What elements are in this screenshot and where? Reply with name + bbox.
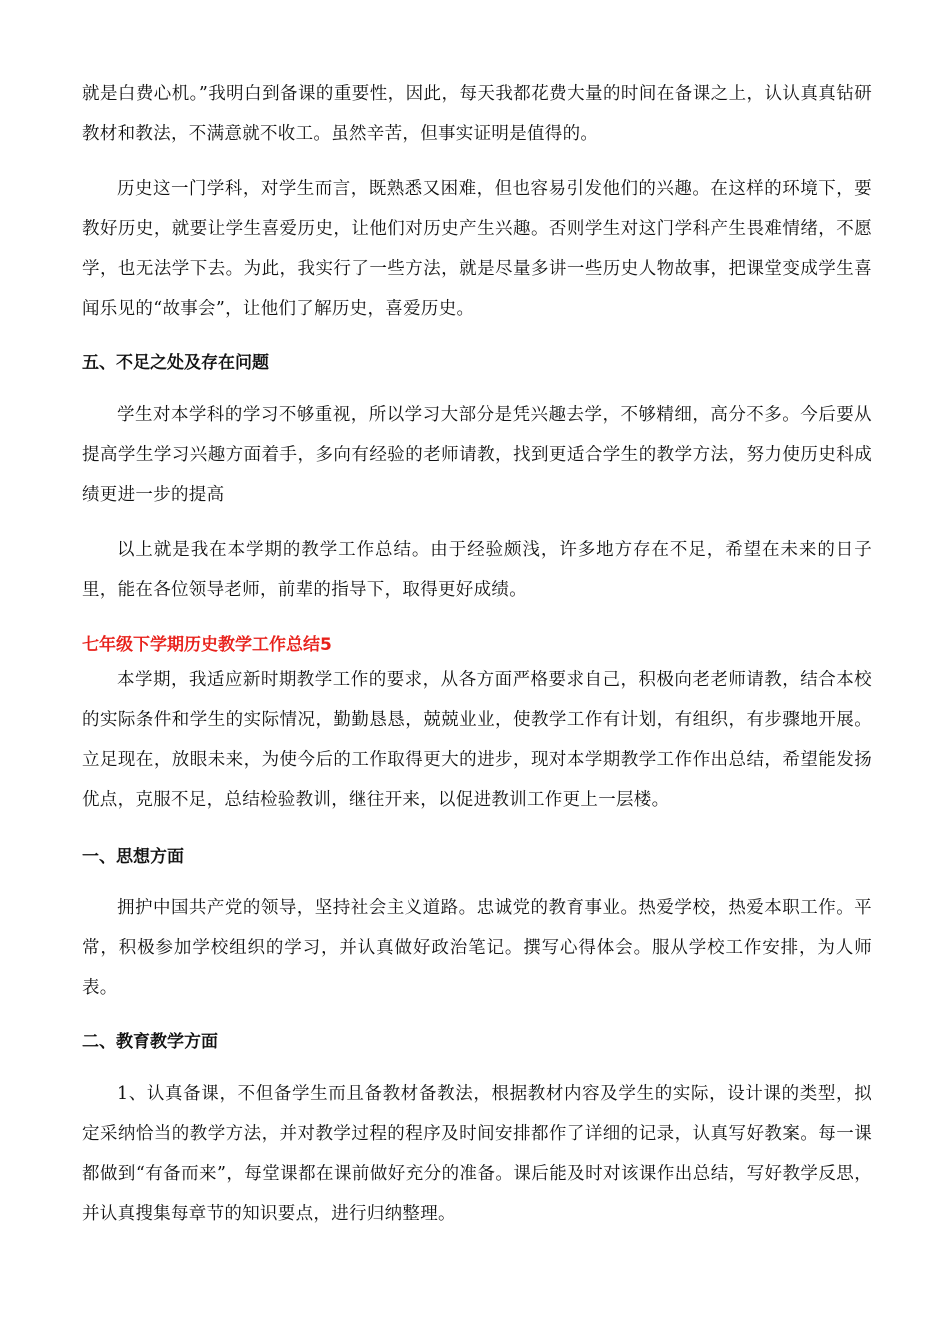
paragraph-shortcomings: 学生对本学科的学习不够重视，所以学习大部分是凭兴趣去学，不够精细，高分不多。今后要从提高学生学习兴趣方面着手，多向有经验的老师请教，找到更适合学生的教学方法，努力使历史科成绩更进一步的提高 xyxy=(82,405,872,505)
heading-ideology: 一、思想方面 xyxy=(82,847,184,867)
paragraph-lesson-preparation-end: 就是白费心机。”我明白到备课的重要性，因此，每天我都花费大量的时间在备课之上，认认真真钻研教材和教法，不满意就不收工。虽然辛苦，但事实证明是值得的。 xyxy=(82,84,872,144)
paragraph-history-interest: 历史这一门学科，对学生而言，既熟悉又困难，但也容易引发他们的兴趣。在这样的环境下，要教好历史，就要让学生喜爱历史，让他们对历史产生兴趣。否则学生对这门学科产生畏难情绪，不愿学，也无法学下去。为此，我实行了一些方法，就是尽量多讲一些历史人物故事，把课堂变成学生喜闻乐见的“故事会”，让他们了解历史，喜爱历史。 xyxy=(82,179,872,319)
paragraph-lesson-planning: 1、认真备课，不但备学生而且备教材备教法，根据教材内容及学生的实际，设计课的类型，拟定采纳恰当的教学方法，并对教学过程的程序及时间安排都作了详细的记录，认真写好教案。每一课都做到“有备而来”，每堂课都在课前做好充分的准备。课后能及时对该课作出总结，写好教学反思，并认真搜集每章节的知识要点，进行归纳整理。 xyxy=(82,1084,872,1224)
heading-shortcomings: 五、不足之处及存在问题 xyxy=(82,353,269,373)
heading-education-teaching: 二、教育教学方面 xyxy=(82,1032,218,1052)
paragraph-ideology: 拥护中国共产党的领导，坚持社会主义道路。忠诚党的教育事业。热爱学校，热爱本职工作。平常，积极参加学校组织的学习，并认真做好政治笔记。撰写心得体会。服从学校工作安排，为人师表。 xyxy=(82,898,872,998)
section-title: 七年级下学期历史教学工作总结5 xyxy=(82,635,332,655)
paragraph-conclusion: 以上就是我在本学期的教学工作总结。由于经验颇浅，许多地方存在不足，希望在未来的日子里，能在各位领导老师，前辈的指导下，取得更好成绩。 xyxy=(82,540,872,600)
paragraph-semester-intro: 本学期，我适应新时期教学工作的要求，从各方面严格要求自己，积极向老老师请教，结合本校的实际条件和学生的实际情况，勤勤恳恳，兢兢业业，使教学工作有计划，有组织，有步骤地开展。立足现在，放眼未来，为使今后的工作取得更大的进步，现对本学期教学工作作出总结，希望能发扬优点，克服不足，总结检验教训，继往开来，以促进教训工作更上一层楼。 xyxy=(82,670,872,810)
